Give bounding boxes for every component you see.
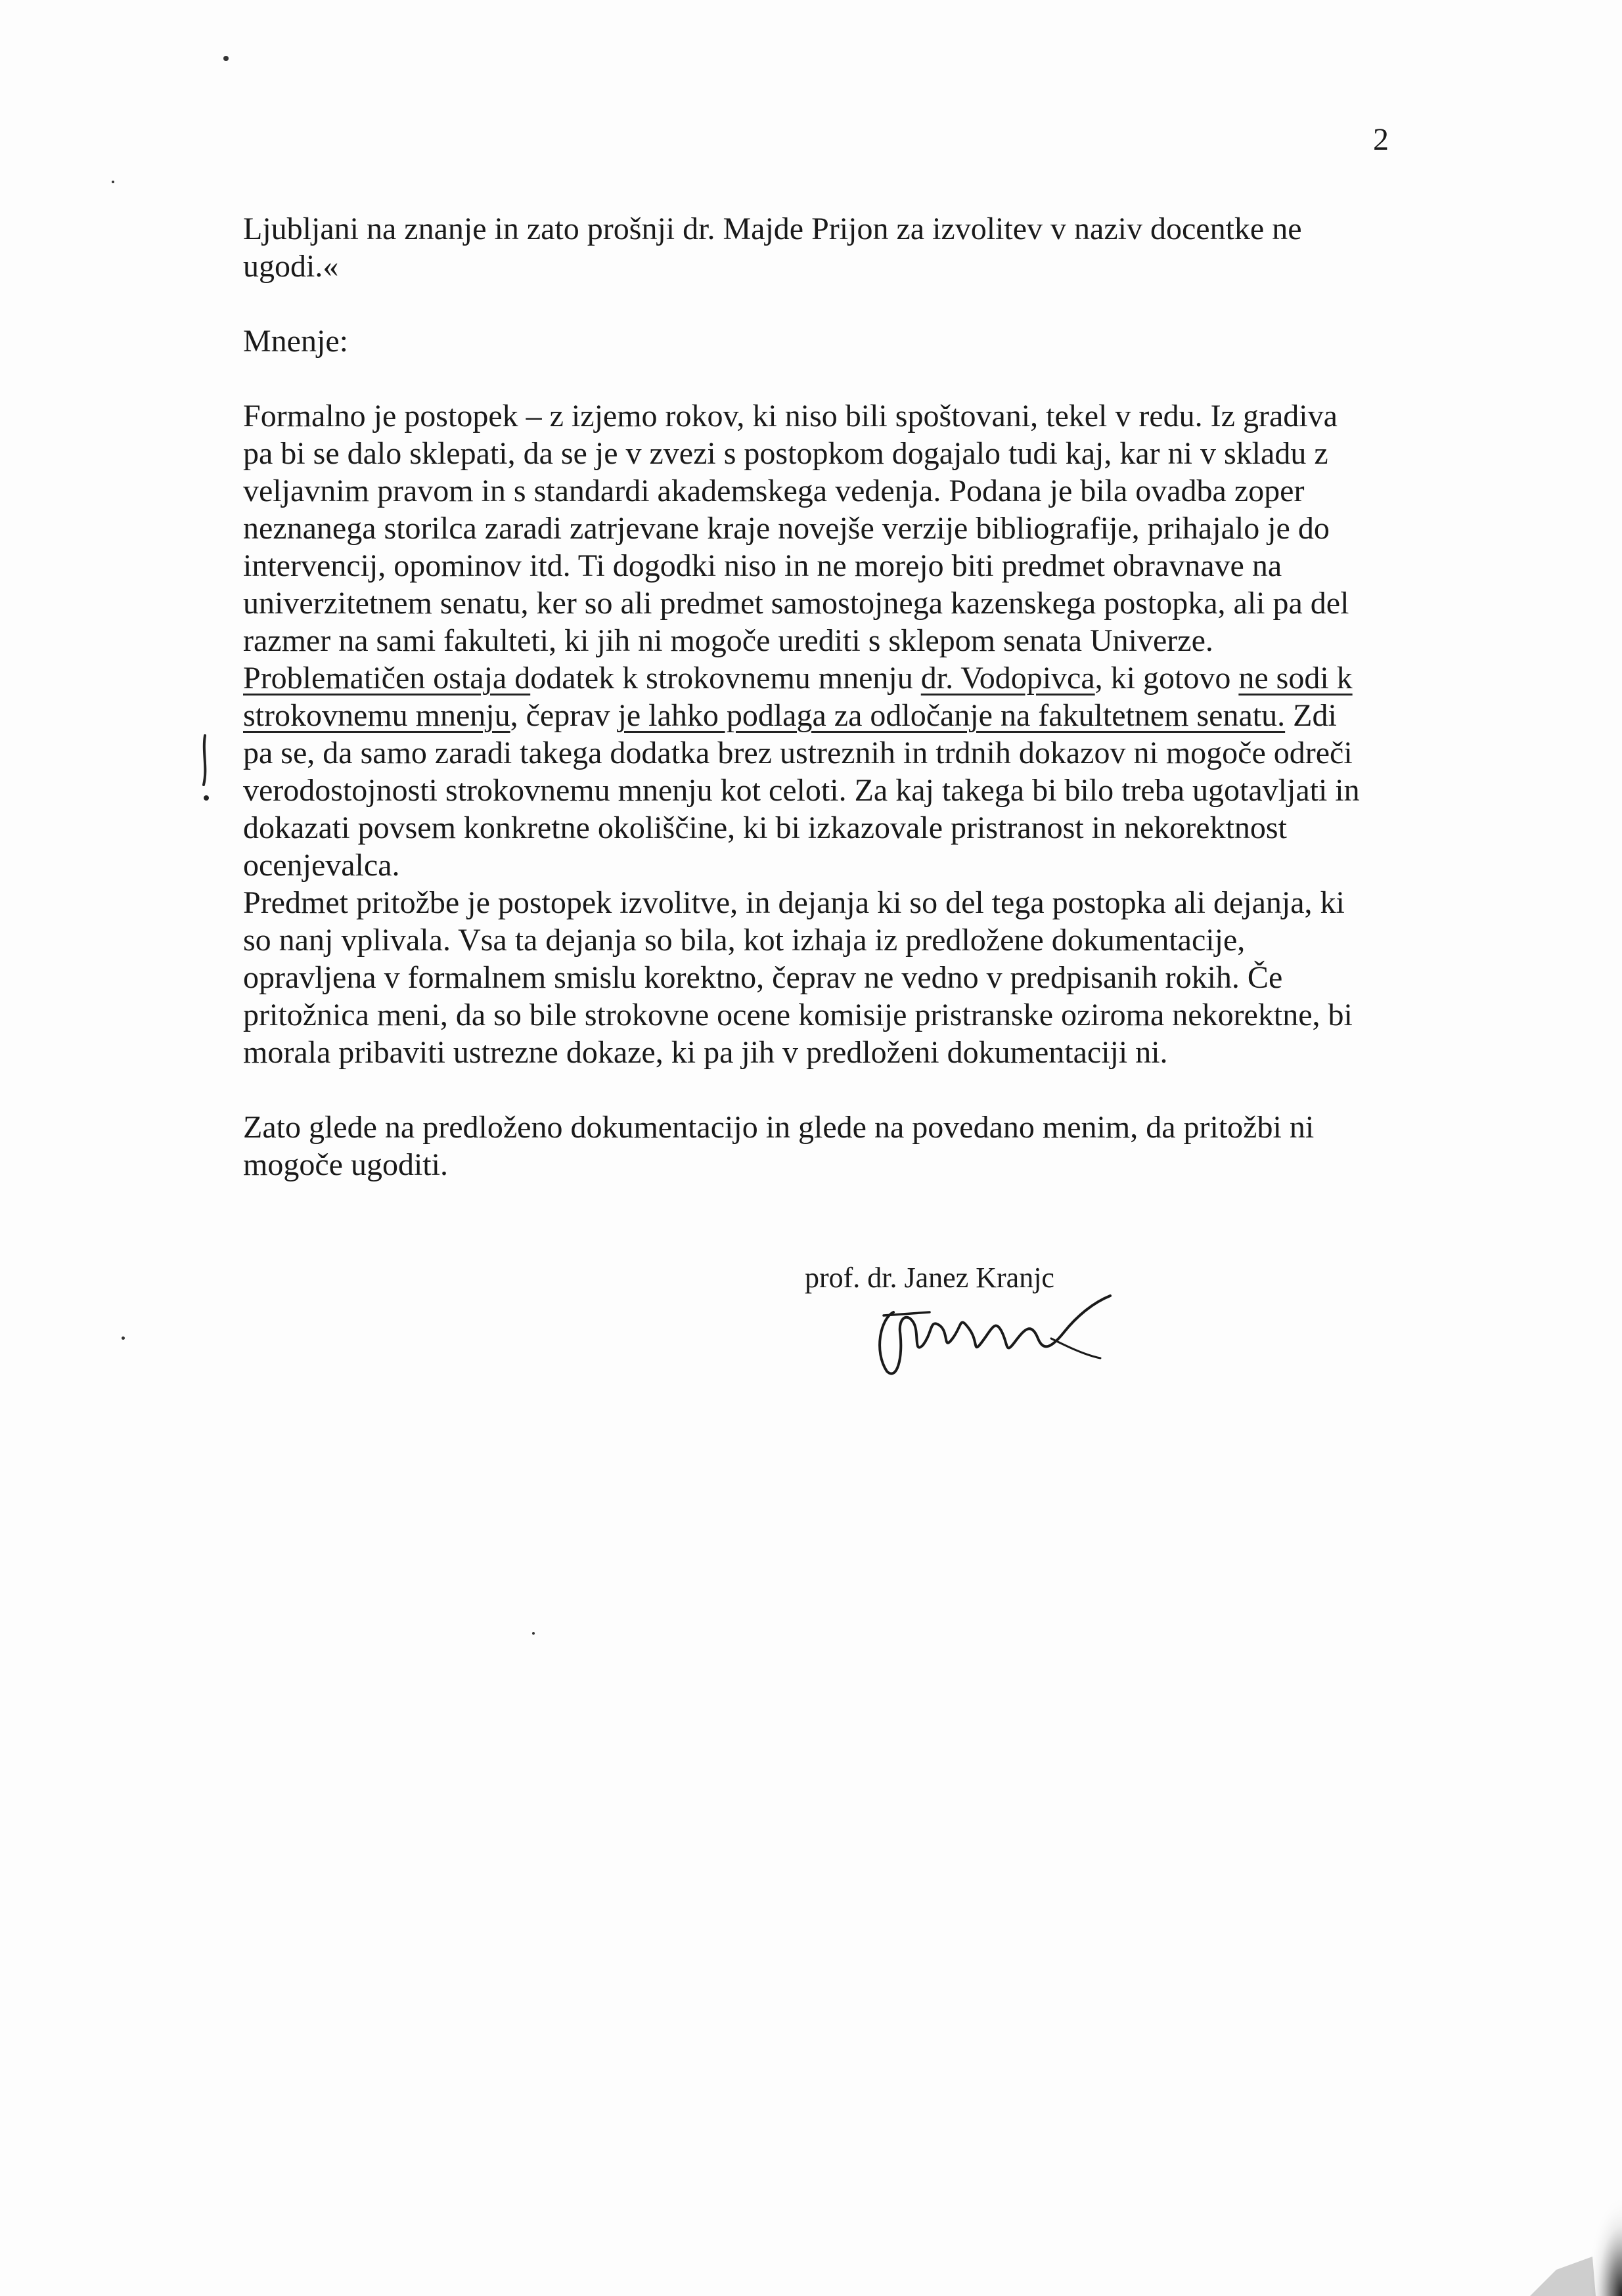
appeal-paragraph: Predmet pritožbe je postopek izvolitve, in dejanja ki so del tega postopka ali dejanja, ki so nanj vplivala. Vsa ta dejanja so bila, kot izhaja iz predložene dokumentacije, opravljena v formalnem smislu korektno, čeprav ne vedno v predpisanih rokih. Če pritožnica meni, da so bile strokovne ocene komisije pristranske oziroma nekorektne, bi morala pribaviti ustrezne dokaze, ki pa jih v predloženi dokumentaciji ni. xyxy=(243,885,1353,1070)
page-number: 2 xyxy=(1373,122,1389,157)
signature-block xyxy=(805,1261,1199,1405)
handwritten-signature xyxy=(867,1292,1117,1391)
opinion-text: odatek k strokovnemu mnenju xyxy=(530,661,921,695)
underlined-phrase: dr. Vodopivca xyxy=(920,661,1095,695)
opinion-text: Formalno je postopek – z izjemo rokov, ki niso bili spoštovani, tekel v redu. Iz gradiva pa bi se dalo sklepati, da se je v zvezi s postopkom dogajalo tudi kaj, kar ni v skladu z veljavnim pravom in s standardi akademskega vedenja. Podana je bila ovadba zoper neznanega storilca zaradi zatrjevane kraje novejše verzije bibliografije, prihajalo je do intervencij, opominov itd. Ti dogodki niso in ne morejo biti predmet obravnave na univerzitetnem senatu, ker so ali predmet samostojnega kazenskega postopka, ali pa del razmer na sami fakulteti, ki jih ni mogoče urediti s sklepom senata Univerze. xyxy=(243,399,1349,658)
opinion-text: , čeprav xyxy=(510,698,618,733)
scan-speck xyxy=(112,181,114,183)
underlined-phrase: ne sodi k strokovnemu mnenju xyxy=(243,661,1353,733)
opening-paragraph: Ljubljani na znanje in zato prošnji dr. Majde Prijon za izvolitev v naziv docentke ne ugodi.« xyxy=(243,211,1302,284)
underlined-phrase: Problematičen ostaja d xyxy=(243,661,531,695)
signer-name: prof. dr. Janez Kranjc xyxy=(805,1262,1054,1294)
opinion-text: , ki gotovo xyxy=(1094,661,1239,695)
opinion-paragraph xyxy=(243,397,1373,884)
opinion-text: Zdi pa se, da samo zaradi takega dodatka brez ustreznih in trdnih dokazov ni mogoče odreči verodostojnosti strokovnemu mnenju kot celoti. Za kaj takega bi bilo treba ugotavljati in dokazati povsem konkretne okoliščine, ki bi izkazovale pristranost in nekorektnost ocenjevalca. xyxy=(243,698,1360,883)
conclusion-paragraph: Zato glede na predloženo dokumentacijo in glede na povedano menim, da pritožbi ni mogoče ugoditi. xyxy=(243,1110,1315,1182)
scan-speck xyxy=(122,1336,125,1340)
section-heading: Mnenje: xyxy=(243,324,348,359)
document-body xyxy=(243,210,1373,1183)
underlined-phrase: je lahko podlaga za odločanje na fakultetnem senatu. xyxy=(618,698,1286,733)
scan-speck xyxy=(532,1632,535,1635)
scan-noise-corner xyxy=(1451,2125,1622,2296)
margin-line-mark xyxy=(197,732,217,805)
scan-speck xyxy=(223,56,229,61)
